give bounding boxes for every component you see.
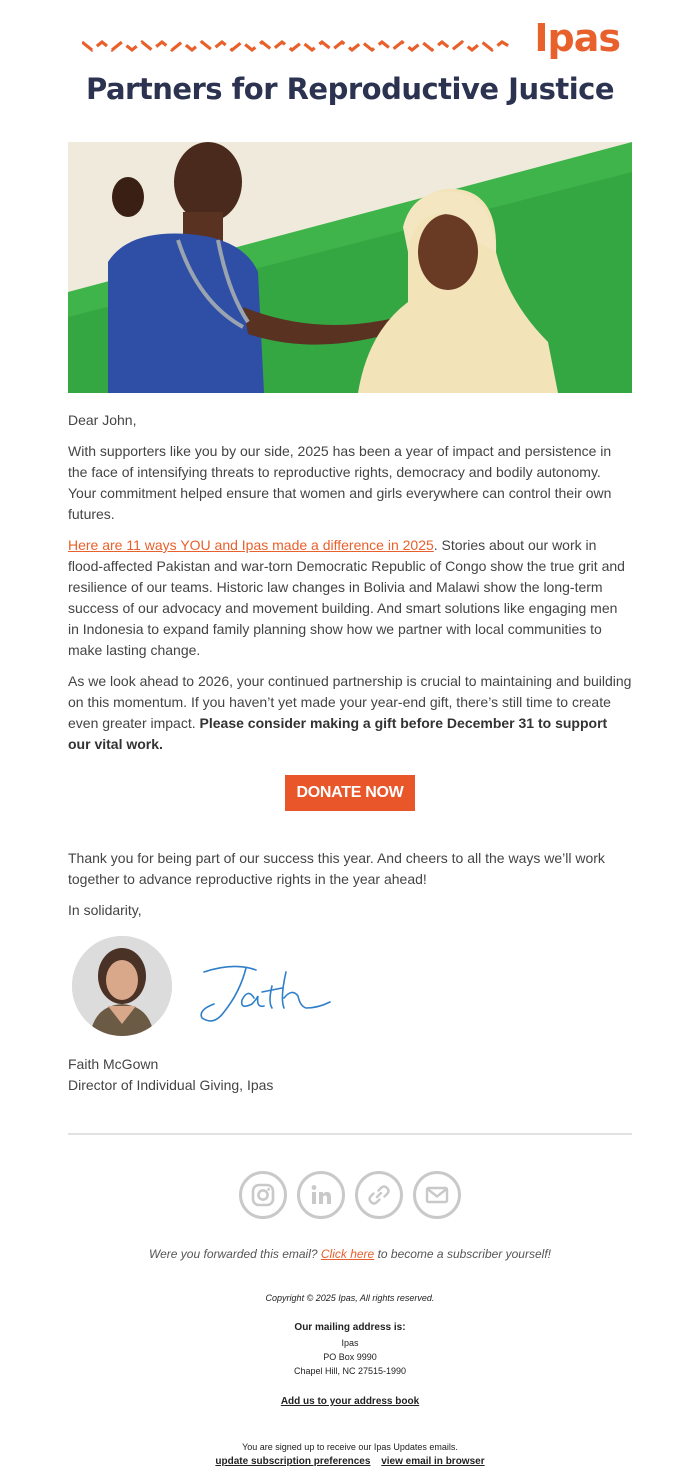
letter-body [68,410,632,765]
view-in-browser-link[interactable]: view email in browser [381,1456,485,1467]
linkedin-button[interactable] [297,1171,345,1219]
email-header [68,14,632,114]
zigzag-decoration [82,36,512,56]
paragraph-ask [68,671,632,755]
social-links [0,1171,700,1219]
closing [68,848,632,931]
linkedin-icon [308,1182,334,1208]
avatar [72,936,172,1036]
paragraph-impact: With supporters like you by our side, 2025 has been a year of impact and persistence in the face of intensifying threats to reproductive rights, democracy and bodily autonomy. Your commitment helped ensure that women and girls everywhere can control their own futures. [68,443,612,522]
signer-block [68,1054,632,1096]
donate-container [0,775,700,811]
mailing-address-title: Our mailing address is: [294,1322,406,1333]
forward-pre: Were you forwarded this email? [149,1247,321,1261]
ipas-logo[interactable]: Ipas [534,16,620,60]
instagram-button[interactable] [239,1171,287,1219]
hero-image [68,142,632,393]
signature-row [68,936,632,1040]
footer-links [0,1455,700,1469]
link-icon [366,1182,392,1208]
thank-you-text: Thank you for being part of our success this year. And cheers to all the ways we’ll work together to advance reproductive rights in the year ahead! [68,850,605,887]
forward-post: to become a subscriber yourself! [374,1247,551,1261]
instagram-icon [250,1182,276,1208]
divider [68,1133,632,1135]
address-line: Ipas [341,1338,359,1348]
signer-title: Director of Individual Giving, Ipas [68,1077,274,1093]
greeting: Dear John, [68,412,137,428]
email-icon [424,1182,450,1208]
paragraph-ask-text: As we look ahead to 2026, your continued partnership is crucial to maintaining and building on this momentum. If you haven’t yet made your year-end gift, there’s still time to create even greater impact. [68,673,632,731]
forward-note [0,1247,700,1261]
address-line: Chapel Hill, NC 27515-1990 [293,1366,407,1376]
photo-icon [68,142,632,393]
paragraph-stories-text: . Stories about our work in flood-affected Pakistan and war-torn Democratic Republic of Congo show the true grit and resilience of our teams. Historic law changes in Bolivia and Malawi show the long-term success of our advocacy and movement building. And smart solutions like engaging men in Indonesia to expand family planning show how we partner with local communities to make lasting change. [68,537,625,658]
handwritten-signature [194,952,404,1032]
email-button[interactable] [413,1171,461,1219]
signoff: In solidarity, [68,902,142,918]
subscribe-link[interactable]: Click here [320,1247,375,1261]
address-line: PO Box 9990 [323,1352,377,1362]
copyright: Copyright © 2025 Ipas, All rights reserved. [265,1293,435,1303]
page-title: Partners for Reproductive Justice [85,72,615,106]
update-preferences-link[interactable]: update subscription preferences [215,1456,371,1467]
signer-name: Faith McGown [68,1056,159,1072]
donate-now-button[interactable]: DONATE NOW [285,775,415,811]
mailing-address [0,1336,700,1378]
paragraph-stories [68,535,632,661]
signed-up-note: You are signed up to receive our Ipas Updates emails. [242,1442,458,1452]
person-photo-icon [72,936,172,1036]
gift-deadline: Please consider making a gift before December 31 to support our vital work. [68,715,608,752]
website-link-button[interactable] [355,1171,403,1219]
add-to-address-book-link[interactable]: Add us to your address book [280,1396,420,1407]
eleven-ways-link[interactable]: Here are 11 ways YOU and Ipas made a difference in 2025 [68,537,434,553]
